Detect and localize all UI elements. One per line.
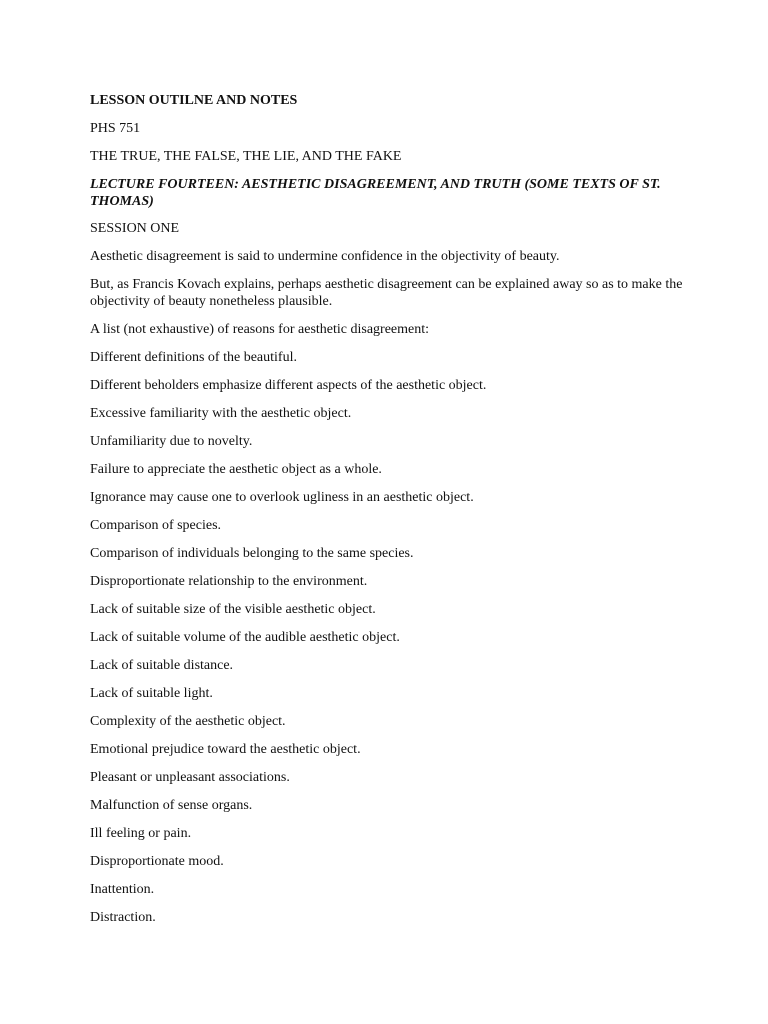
list-item: Disproportionate relationship to the environment. — [90, 574, 368, 589]
list-item: Failure to appreciate the aesthetic object as a whole. — [90, 462, 382, 477]
list-item: Emotional prejudice toward the aesthetic object. — [90, 742, 361, 757]
paragraph: But, as Francis Kovach explains, perhaps aesthetic disagreement can be explained away so as to make the objectivity of beauty nonetheless plausible. — [90, 277, 683, 309]
list-item: Ill feeling or pain. — [90, 826, 192, 841]
list-item: Ignorance may cause one to overlook ugliness in an aesthetic object. — [90, 490, 474, 505]
list-item: Pleasant or unpleasant associations. — [90, 770, 290, 785]
list-item: Complexity of the aesthetic object. — [90, 714, 286, 729]
list-item: Disproportionate mood. — [90, 854, 224, 869]
list-item: Lack of suitable distance. — [90, 658, 234, 673]
series-title: THE TRUE, THE FALSE, THE LIE, AND THE FAKE — [90, 149, 402, 164]
list-item: Distraction. — [90, 910, 156, 925]
reasons-list — [90, 349, 690, 926]
lecture-title: LECTURE FOURTEEN: AESTHETIC DISAGREEMENT, AND TRUTH (SOME TEXTS OF ST. THOMAS) — [90, 177, 661, 209]
document-title: LESSON OUTILNE AND NOTES — [90, 93, 298, 108]
list-item: Unfamiliarity due to novelty. — [90, 434, 253, 449]
list-item: Malfunction of sense organs. — [90, 798, 253, 813]
session-heading: SESSION ONE — [90, 221, 180, 236]
document-body — [90, 92, 690, 937]
list-item: Comparison of species. — [90, 518, 222, 533]
list-item: Lack of suitable light. — [90, 686, 213, 701]
list-item: Different definitions of the beautiful. — [90, 350, 297, 365]
list-item: Inattention. — [90, 882, 155, 897]
list-item: Comparison of individuals belonging to the same species. — [90, 546, 414, 561]
list-item: Excessive familiarity with the aesthetic object. — [90, 406, 352, 421]
paragraph: Aesthetic disagreement is said to undermine confidence in the objectivity of beauty. — [90, 249, 560, 264]
paragraph: A list (not exhaustive) of reasons for aesthetic disagreement: — [90, 322, 430, 337]
course-code: PHS 751 — [90, 121, 141, 136]
list-item: Lack of suitable volume of the audible aesthetic object. — [90, 630, 400, 645]
list-item: Lack of suitable size of the visible aesthetic object. — [90, 602, 376, 617]
list-item: Different beholders emphasize different aspects of the aesthetic object. — [90, 378, 487, 393]
